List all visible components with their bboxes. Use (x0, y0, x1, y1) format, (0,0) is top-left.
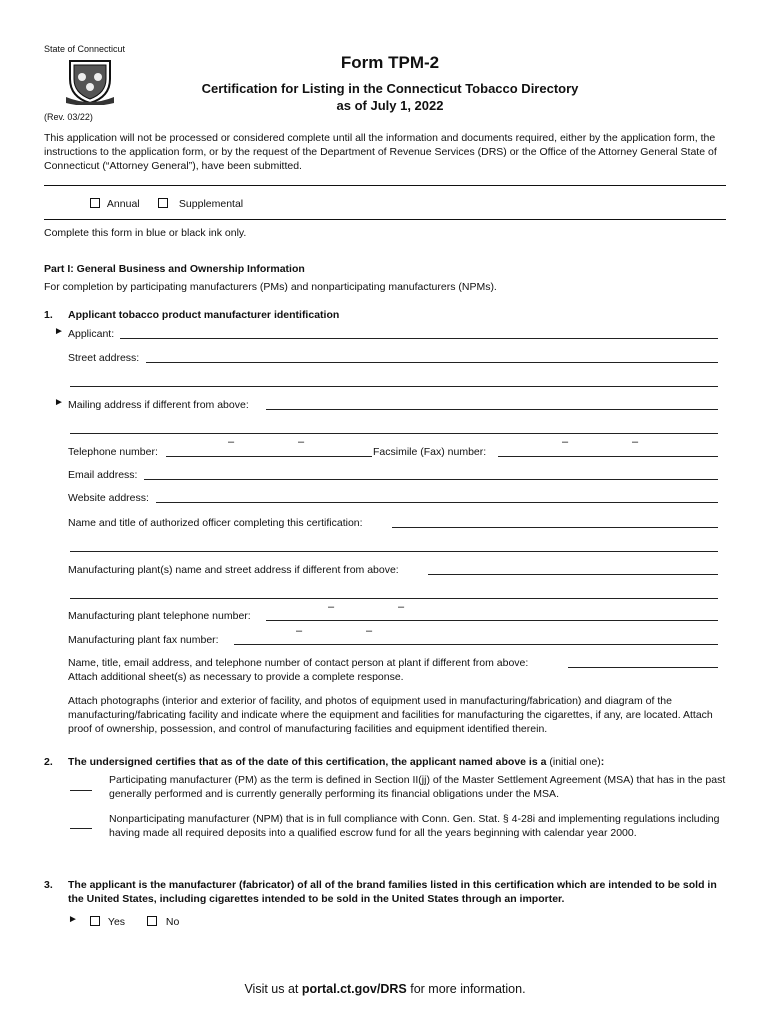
email-label: Email address: (68, 469, 138, 481)
q2-title-bold: The undersigned certifies that as of the date of this certification, the applicant named above is a (68, 756, 547, 768)
form-subtitle-line1: Certification for Listing in the Connecticut Tobacco Directory (201, 81, 579, 96)
plant-fax-input[interactable] (234, 644, 718, 645)
plant-fax-dash-2: – (366, 625, 373, 637)
mailing-address-input[interactable] (266, 409, 718, 410)
fax-label: Facsimile (Fax) number: (373, 446, 487, 458)
contact-input[interactable] (568, 667, 718, 668)
plant-phone-label: Manufacturing plant telephone number: (68, 610, 251, 622)
state-label: State of Connecticut (44, 44, 126, 54)
mailing-address-label: Mailing address if different from above: (68, 399, 249, 411)
npm-initial-input[interactable] (70, 816, 92, 834)
street-address-label: Street address: (68, 352, 140, 364)
q3-arrow-icon: ► (68, 914, 78, 925)
fax-input[interactable] (498, 456, 718, 457)
telephone-dash-2: – (298, 436, 305, 448)
footer-prefix: Visit us at (244, 982, 302, 996)
street-address-input[interactable] (146, 362, 718, 363)
applicant-label: Applicant: (68, 328, 115, 340)
no-label: No (165, 916, 180, 928)
no-option[interactable] (147, 915, 179, 929)
footer-suffix: for more information. (406, 982, 526, 996)
annual-label: Annual (106, 198, 140, 210)
telephone-input[interactable] (166, 456, 372, 457)
officer-input[interactable] (392, 527, 718, 528)
telephone-dash-1: – (228, 436, 235, 448)
part1-subheading: For completion by participating manufacturers (PMs) and nonparticipating manufacturers (NPMs). (44, 281, 497, 293)
state-seal (64, 57, 116, 105)
q3-number: 3. (44, 879, 53, 891)
revision-label: (Rev. 03/22) (44, 112, 93, 122)
q2-title-colon: : (600, 756, 605, 768)
email-input[interactable] (144, 479, 718, 480)
telephone-label: Telephone number: (68, 446, 158, 458)
plant-phone-input[interactable] (266, 620, 718, 621)
form-title: Form TPM-2 (340, 53, 440, 72)
supplemental-option[interactable] (158, 197, 243, 211)
q2-number: 2. (44, 756, 53, 768)
yes-label: Yes (107, 916, 126, 928)
annual-option[interactable] (90, 197, 140, 211)
pm-initial-input[interactable] (70, 778, 92, 796)
footer (0, 982, 770, 996)
q2-title (68, 755, 728, 769)
applicant-input[interactable] (120, 338, 718, 339)
top-divider (44, 185, 726, 186)
yes-option[interactable] (90, 915, 125, 929)
form-subtitle-line2: as of July 1, 2022 (336, 98, 444, 113)
no-checkbox[interactable] (147, 916, 157, 926)
applicant-arrow-icon: ► (54, 326, 64, 337)
street-address-input-line2[interactable] (70, 386, 718, 387)
attach-sheets-note: Attach additional sheet(s) as necessary to provide a complete response. (68, 671, 404, 683)
plant-phone-dash-2: – (398, 601, 405, 613)
fax-dash-2: – (632, 436, 639, 448)
intro-paragraph: This application will not be processed or considered complete until all the information and documents required, either by the application form, the instructions to the application form, or by the request of the Department of Revenue Services (DRS) or the Office of the Attorney General State of Connecticut (“Attorney General”), have been submitted. (44, 132, 717, 172)
plant-address-label: Manufacturing plant(s) name and street address if different from above: (68, 564, 399, 576)
npm-text: Nonparticipating manufacturer (NPM) that is in full compliance with Conn. Gen. Stat. § 4-28i and implementing regulations including having made all required deposits into a qualified escrow fund for all the years beginning with calendar year 2000. (109, 813, 720, 839)
part1-heading: Part I: General Business and Ownership Information (44, 263, 305, 275)
q2-title-normal: (initial one) (549, 756, 601, 768)
plant-address-input[interactable] (428, 574, 718, 575)
plant-fax-label: Manufacturing plant fax number: (68, 634, 219, 646)
q3-text: The applicant is the manufacturer (fabricator) of all of the brand families listed in this certification which are intended to be sold in the United States, including cigarettes intended to be sold in the United States through an importer. (68, 879, 717, 905)
officer-input-line2[interactable] (70, 551, 718, 552)
yes-checkbox[interactable] (90, 916, 100, 926)
annual-checkbox[interactable] (90, 198, 100, 208)
officer-label: Name and title of authorized officer completing this certification: (68, 517, 363, 529)
q1-number: 1. (44, 309, 53, 321)
footer-link[interactable]: portal.ct.gov/DRS (301, 982, 407, 996)
supplemental-checkbox[interactable] (158, 198, 168, 208)
website-label: Website address: (68, 492, 149, 504)
website-input[interactable] (156, 502, 718, 503)
contact-label: Name, title, email address, and telephone number of contact person at plant if different from above: (68, 657, 529, 669)
plant-fax-dash-1: – (296, 625, 303, 637)
pm-text: Participating manufacturer (PM) as the term is defined in Section II(jj) of the Master Settlement Agreement (MSA) that has in the past generally performed and is currently generally performing its financial obligations under the MSA. (109, 774, 726, 800)
mailing-arrow-icon: ► (54, 397, 64, 408)
mailing-address-input-line2[interactable] (70, 433, 718, 434)
plant-address-input-line2[interactable] (70, 598, 718, 599)
supplemental-label: Supplemental (178, 198, 244, 210)
q1-title: Applicant tobacco product manufacturer identification (68, 309, 340, 321)
second-divider (44, 219, 726, 220)
plant-phone-dash-1: – (328, 601, 335, 613)
fax-dash-1: – (562, 436, 569, 448)
ink-note: Complete this form in blue or black ink only. (44, 227, 247, 239)
attach-photos-note: Attach photographs (interior and exterior of facility, and photos of equipment used in manufacturing/fabrication) and diagram of the manufacturing/fabricating facility and indicate where the equipment and facilities for manufacturing the cigarettes, if any, are located. Attach proof of ownership, possession, and control of manufacturing facilities and equipment identified therein. (68, 695, 713, 735)
